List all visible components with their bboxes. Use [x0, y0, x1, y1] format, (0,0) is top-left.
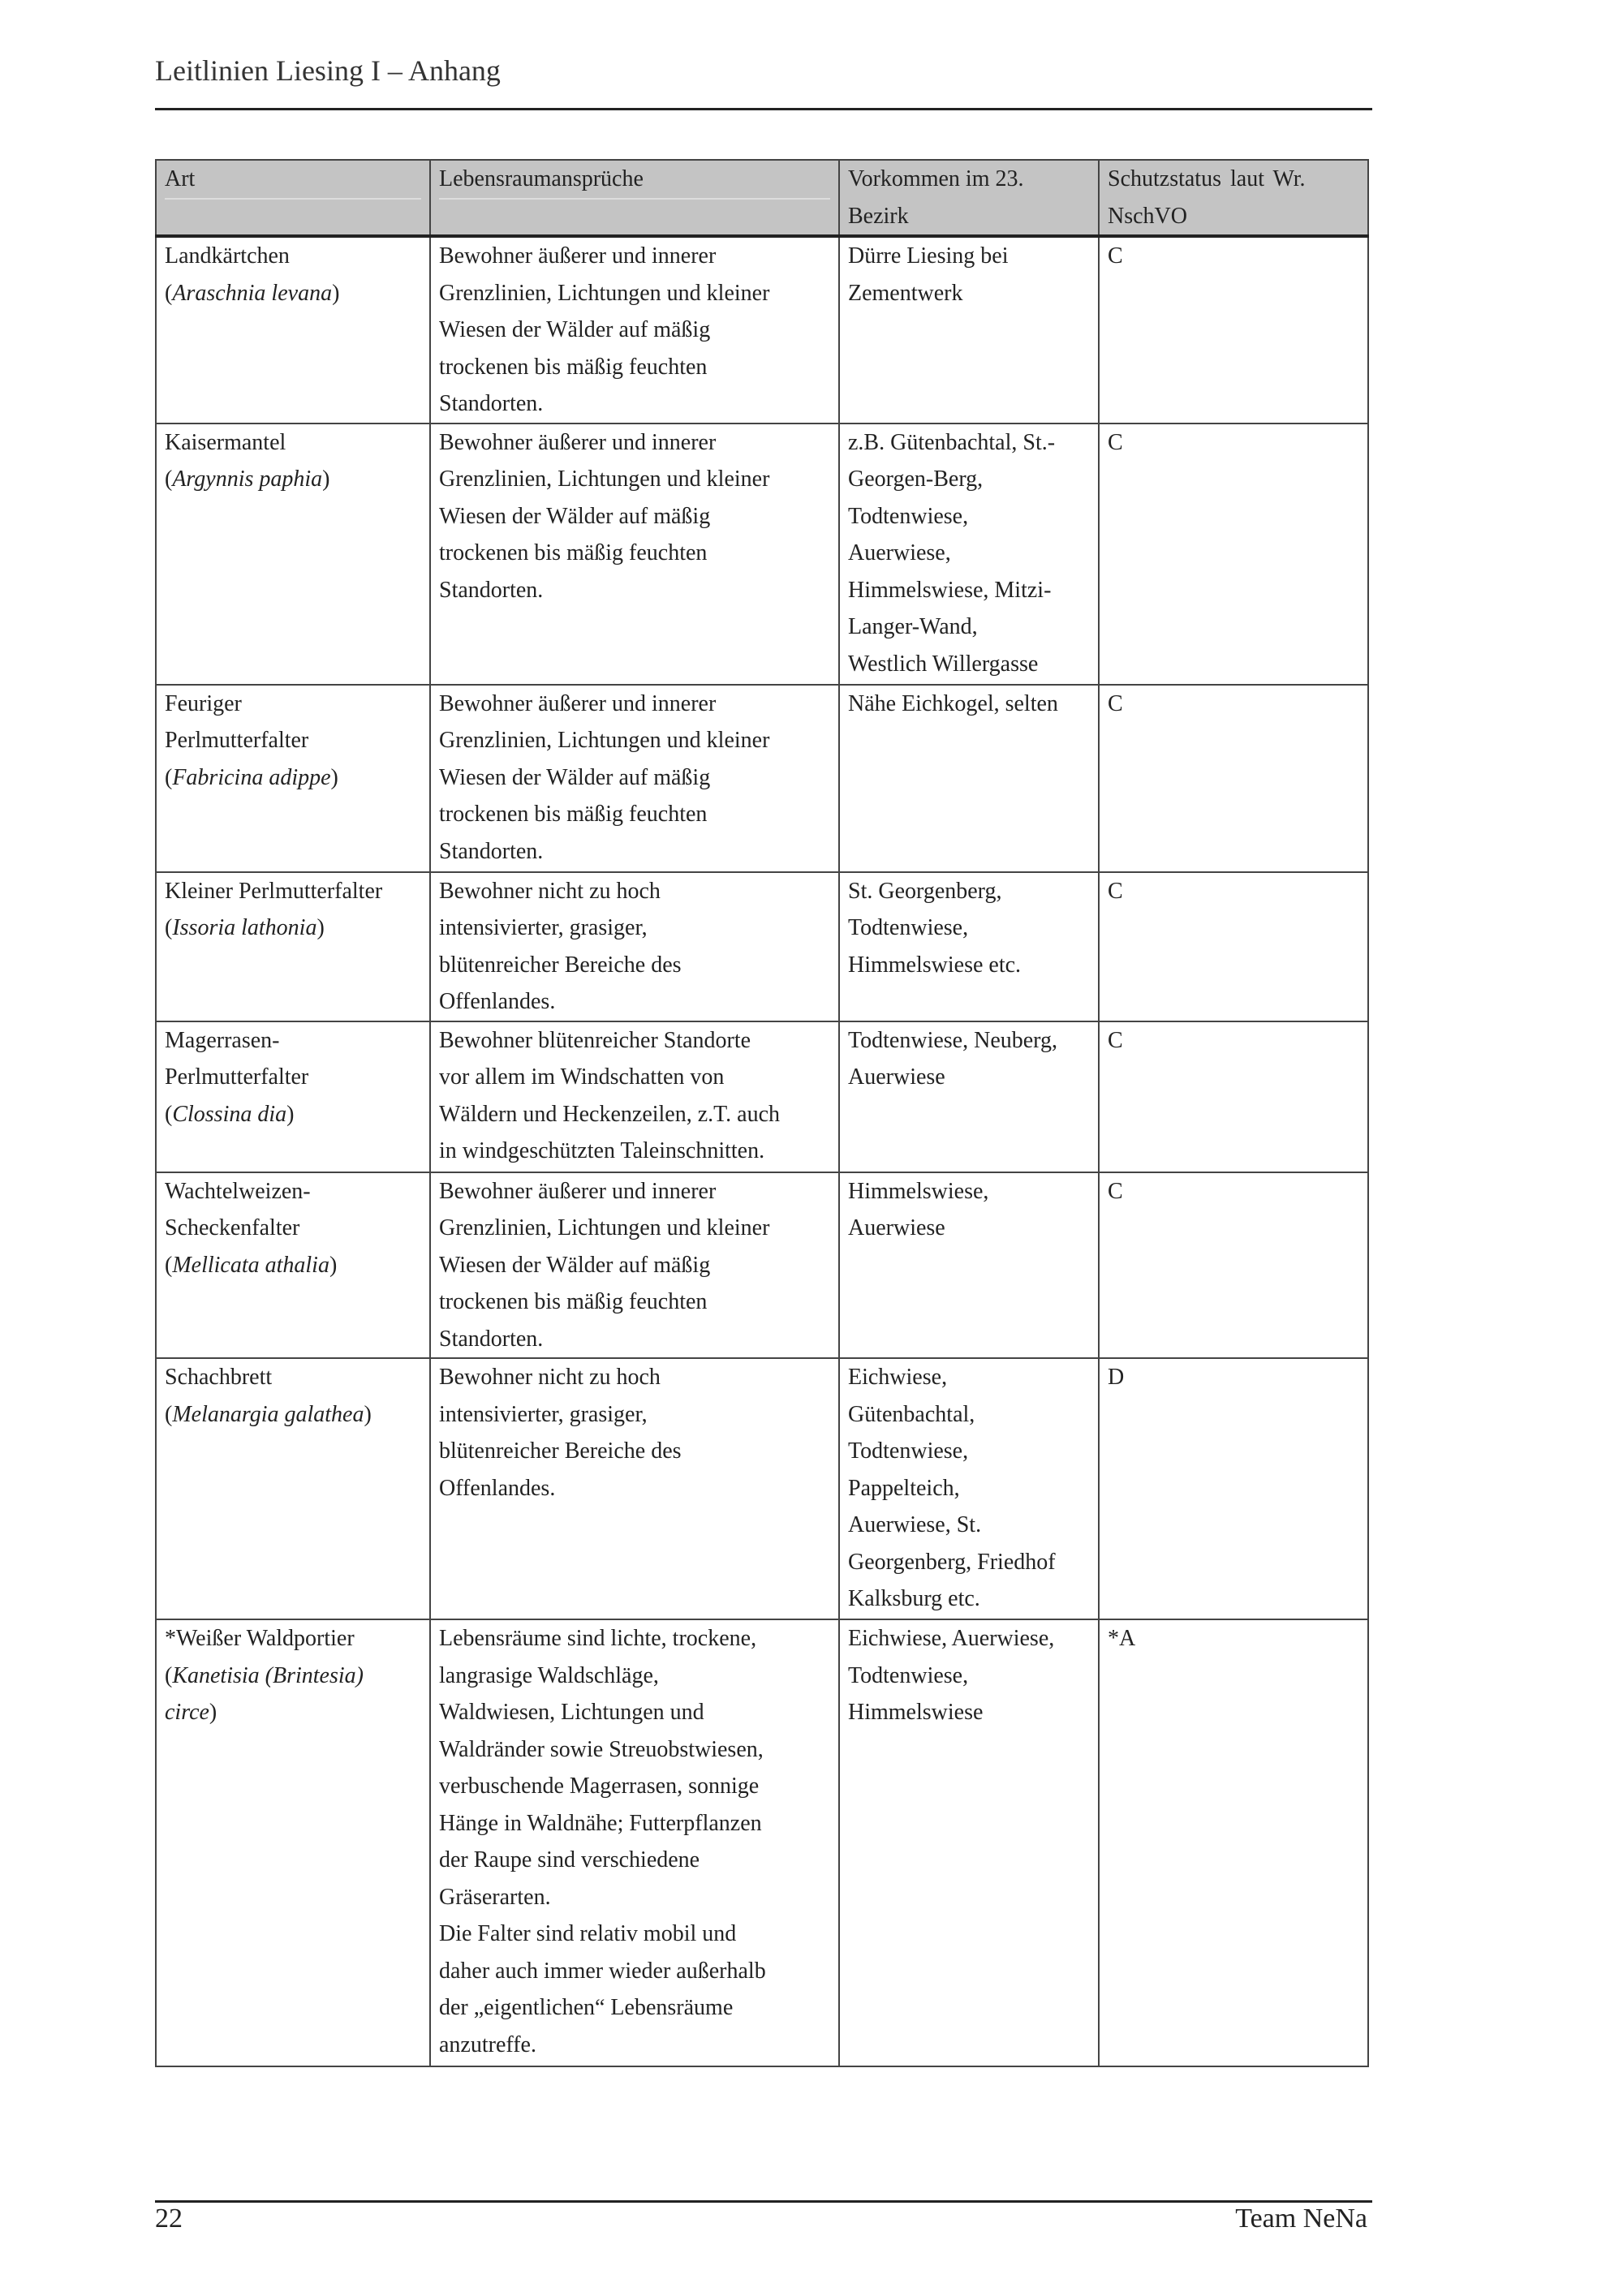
species-cell: Kleiner Perlmutterfalter (Issoria lathonia) — [156, 872, 430, 1021]
species-latin-name: Kanetisia (Brintesia) circe — [165, 1662, 364, 1725]
species-latin-name: Mellicata athalia — [172, 1252, 329, 1278]
species-cell: *Weißer Waldportier (Kanetisia (Brintesia) circe) — [156, 1619, 430, 2066]
status-cell: C — [1099, 236, 1368, 424]
table-row — [156, 1172, 1368, 1359]
species-name: Schachbrett — [165, 1365, 273, 1390]
table-row — [156, 1021, 1368, 1172]
species-latin-name: Fabricina adippe — [172, 764, 331, 790]
footer-divider — [155, 2200, 1372, 2203]
species-name: Wachtelweizen- Scheckenfalter — [165, 1178, 311, 1240]
species-cell: Wachtelweizen- Scheckenfalter (Mellicata athalia) — [156, 1172, 430, 1359]
habitat-cell: Bewohner äußerer und innerer Grenzlinien, Lichtungen und kleiner Wiesen der Wälder auf mäßig trockenen bis mäßig feuchten Standorten. — [430, 236, 839, 424]
occurrence-cell: z.B. Gütenbachtal, St.- Georgen-Berg, Todtenwiese, Auerwiese, Himmelswiese, Mitzi- Langer-Wand, Westlich Willergasse — [839, 424, 1099, 685]
table-row — [156, 236, 1368, 424]
status-cell: C — [1099, 424, 1368, 685]
species-latin-name: Melanargia galathea — [172, 1401, 364, 1427]
occurrence-cell: Himmelswiese, Auerwiese — [839, 1172, 1099, 1359]
species-name: Feuriger Perlmutterfalter — [165, 690, 309, 753]
habitat-cell: Bewohner äußerer und innerer Grenzlinien, Lichtungen und kleiner Wiesen der Wälder auf mäßig trockenen bis mäßig feuchten Standorten. — [430, 1172, 839, 1359]
species-name: Landkärtchen — [165, 243, 290, 269]
column-header-label: Lebensraumansprüche — [439, 161, 830, 200]
table-row — [156, 872, 1368, 1021]
species-latin-name: Clossina dia — [172, 1101, 287, 1127]
status-cell: D — [1099, 1358, 1368, 1619]
species-cell: Schachbrett (Melanargia galathea) — [156, 1358, 430, 1619]
species-cell: Magerrasen- Perlmutterfalter (Clossina dia) — [156, 1021, 430, 1172]
species-name: Kaisermantel — [165, 429, 286, 455]
habitat-cell: Bewohner blütenreicher Standorte vor allem im Windschatten von Wäldern und Heckenzeilen, z.T. auch in windgeschützten Taleinschnitten. — [430, 1021, 839, 1172]
occurrence-cell: Nähe Eichkogel, selten — [839, 685, 1099, 872]
table-row — [156, 1619, 1368, 2066]
habitat-cell: Bewohner äußerer und innerer Grenzlinien, Lichtungen und kleiner Wiesen der Wälder auf mäßig trockenen bis mäßig feuchten Standorten. — [430, 685, 839, 872]
species-cell: Kaisermantel (Argynnis paphia) — [156, 424, 430, 685]
habitat-cell: Lebensräume sind lichte, trockene, langrasige Waldschläge, Waldwiesen, Lichtungen und Waldränder sowie Streuobstwiesen, verbuschende Magerrasen, sonnige Hänge in Waldnähe; Futterpflanzen der Raupe sind verschiedene Gräserarten. Die Falter sind relativ mobil und daher auch immer wieder außerhalb der „eigentlichen“ Lebensräume anzutreffe. — [430, 1619, 839, 2066]
column-header-label: Art — [165, 161, 421, 200]
column-header-art — [156, 160, 430, 236]
page-number: 22 — [155, 2204, 183, 2234]
habitat-cell: Bewohner äußerer und innerer Grenzlinien, Lichtungen und kleiner Wiesen der Wälder auf mäßig trockenen bis mäßig feuchten Standorten. — [430, 424, 839, 685]
species-name: Kleiner Perlmutterfalter — [165, 878, 383, 904]
table-row — [156, 1358, 1368, 1619]
occurrence-cell: Eichwiese, Auerwiese, Todtenwiese, Himmelswiese — [839, 1619, 1099, 2066]
table-row — [156, 685, 1368, 872]
header-divider — [155, 108, 1372, 110]
status-cell: *A — [1099, 1619, 1368, 2066]
species-latin-name: Issoria lathonia — [172, 915, 317, 940]
occurrence-cell: St. Georgenberg, Todtenwiese, Himmelswiese etc. — [839, 872, 1099, 1021]
species-table — [155, 159, 1369, 2067]
running-header-title: Leitlinien Liesing I – Anhang — [155, 54, 501, 87]
habitat-cell: Bewohner nicht zu hoch intensivierter, grasiger, blütenreicher Bereiche des Offenlandes. — [430, 872, 839, 1021]
occurrence-cell: Eichwiese, Gütenbachtal, Todtenwiese, Pappelteich, Auerwiese, St. Georgenberg, Friedhof Kalksburg etc. — [839, 1358, 1099, 1619]
species-cell: Feuriger Perlmutterfalter (Fabricina adippe) — [156, 685, 430, 872]
status-cell: C — [1099, 872, 1368, 1021]
status-cell: C — [1099, 1021, 1368, 1172]
column-header-habitat — [430, 160, 839, 236]
habitat-cell: Bewohner nicht zu hoch intensivierter, grasiger, blütenreicher Bereiche des Offenlandes. — [430, 1358, 839, 1619]
status-cell: C — [1099, 1172, 1368, 1359]
species-latin-name: Araschnia levana — [172, 280, 333, 306]
species-name: *Weißer Waldportier — [165, 1626, 355, 1651]
species-cell: Landkärtchen (Araschnia levana) — [156, 236, 430, 424]
footer-team: Team NeNa — [1235, 2204, 1367, 2234]
species-latin-name: Argynnis paphia — [172, 467, 323, 492]
column-header-occurrence: Vorkommen im 23. Bezirk — [839, 160, 1099, 236]
status-cell: C — [1099, 685, 1368, 872]
table-row — [156, 424, 1368, 685]
occurrence-cell: Todtenwiese, Neuberg, Auerwiese — [839, 1021, 1099, 1172]
column-header-status: Schutzstatus laut Wr. NschVO — [1099, 160, 1368, 236]
occurrence-cell: Dürre Liesing bei Zementwerk — [839, 236, 1099, 424]
table-header-row — [156, 160, 1368, 236]
species-name: Magerrasen- Perlmutterfalter — [165, 1027, 309, 1090]
